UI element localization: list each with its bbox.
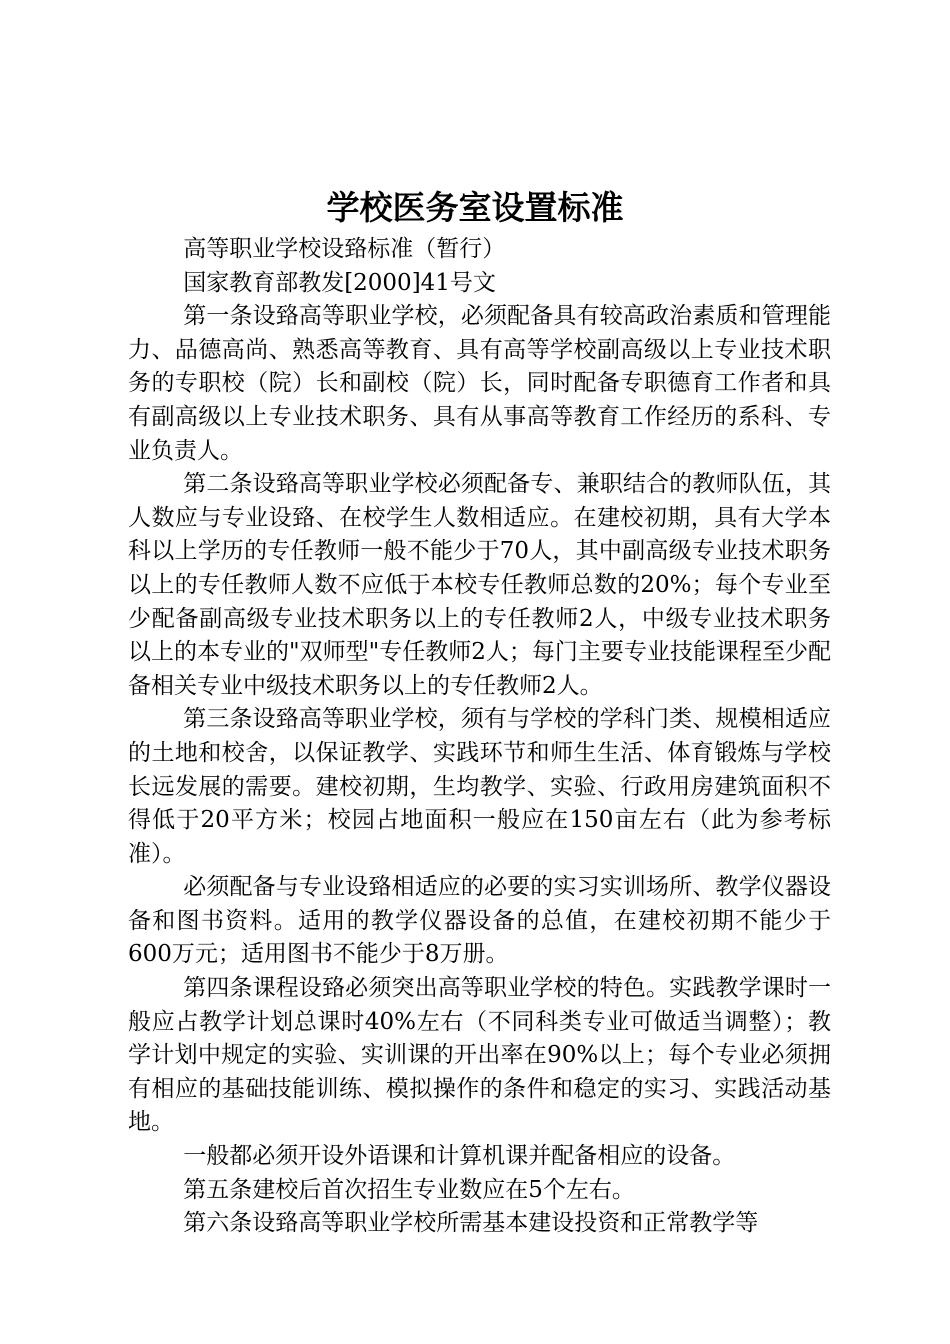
paragraph-source: 国家教育部教发[2000]41号文: [183, 269, 496, 296]
paragraph-article-1: 第一条设臵高等职业学校，必须配备具有较高政治素质和管理能力、品德高尚、熟悉高等教育、具有高等学校副高级以上专业技术职务的专职校（院）长和副校（院）长，同时配备专职德育工作者和具有副高级以上专业技术职务、具有从事高等教育工作经历的系科、专业负责人。: [128, 303, 831, 464]
paragraph-article-4: 第四条课程设臵必须突出高等职业学校的特色。实践教学课时一般应占教学计划总课时40%左右（不同科类专业可做适当调整）；教学计划中规定的实验、实训课的开出率在90%以上；每个专业必须拥有相应的基础技能训练、模拟操作的条件和稳定的实习、实践活动基地。: [128, 975, 831, 1136]
paragraph-courses: 一般都必须开设外语课和计算机课并配备相应的设备。: [183, 1143, 736, 1170]
paragraph-subtitle: 高等职业学校设臵标准（暂行）: [183, 236, 506, 262]
paragraph-article-5: 第五条建校后首次招生专业数应在5个左右。: [183, 1176, 635, 1203]
paragraph-article-2: 第二条设臵高等职业学校必须配备专、兼职结合的教师队伍，其人数应与专业设臵、在校学生人数相适应。在建校初期，具有大学本科以上学历的专任教师一般不能少于70人，其中副高级专业技术职务以上的专任教师人数不应低于本校专任教师总数的20%；每个专业至少配备副高级专业技术职务以上的专任教师2人，中级专业技术职务以上的本专业的"双师型"专任教师2人；每门主要专业技能课程至少配备相关专业中级技术职务以上的专任教师2人。: [128, 471, 831, 699]
paragraph-article-3: 第三条设臵高等职业学校，须有与学校的学科门类、规模相适应的土地和校舍，以保证教学、实践环节和师生生活、体育锻炼与学校长远发展的需要。建校初期，生均教学、实验、行政用房建筑面积不得低于20平方米；校园占地面积一般应在150亩左右（此为参考标准）。: [128, 706, 831, 867]
document-title: 学校医务室设置标准: [326, 188, 624, 227]
paragraph-equipment: 必须配备与专业设臵相适应的必要的实习实训场所、教学仪器设备和图书资料。适用的教学仪器设备的总值，在建校初期不能少于600万元；适用图书不能少于8万册。: [128, 874, 831, 968]
document-body: [128, 233, 831, 1241]
paragraph-article-6: 第六条设臵高等职业学校所需基本建设投资和正常教学等: [183, 1210, 759, 1237]
